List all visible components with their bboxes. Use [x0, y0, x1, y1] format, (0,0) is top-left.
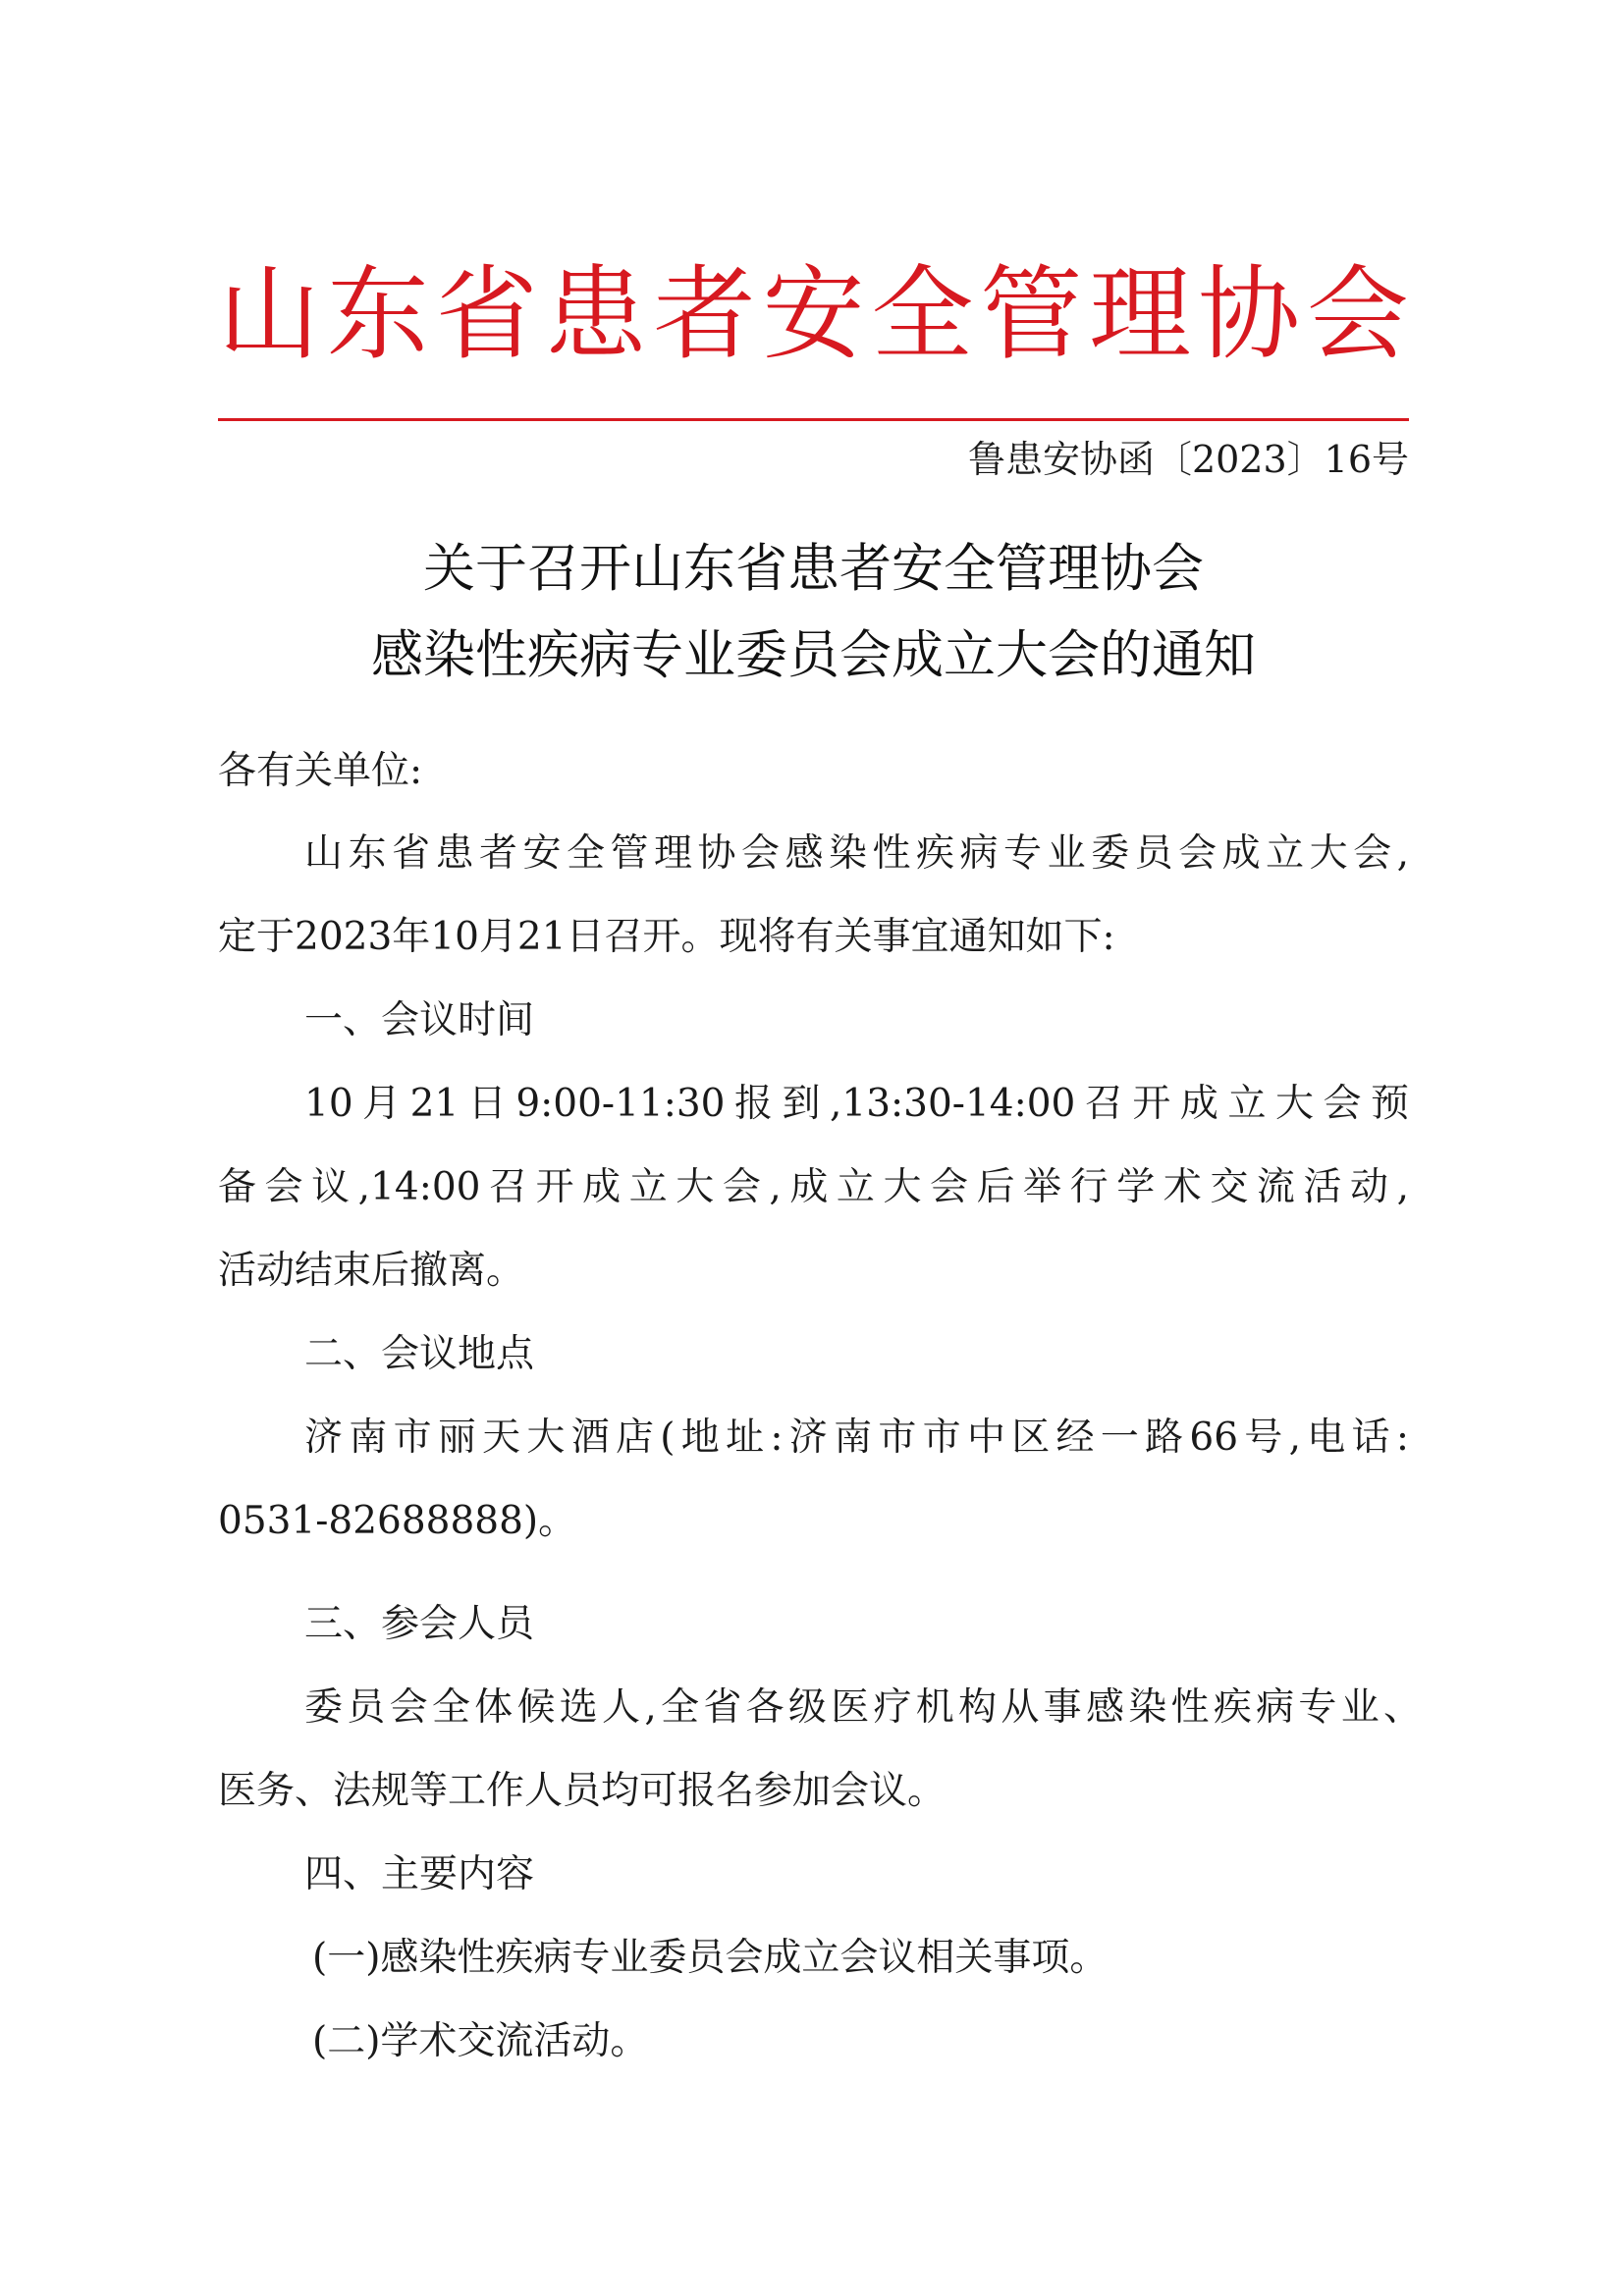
letterhead-char: 者: [653, 254, 756, 374]
letterhead-char: 会: [1306, 254, 1409, 374]
letterhead-char: 安: [762, 254, 865, 374]
content-item: (一)感染性疾病专业委员会成立会议相关事项。: [312, 1936, 1109, 1980]
letterhead-char: 协: [1198, 254, 1301, 374]
notice-title-line-1: 关于召开山东省患者安全管理协会: [423, 539, 1204, 599]
notice-title-line-2: 感染性疾病专业委员会成立大会的通知: [371, 625, 1256, 685]
letterhead-char: 山: [218, 254, 321, 374]
section-time-line: 备会议,14:00召开成立大会,成立大会后举行学术交流活动,: [218, 1165, 1409, 1209]
intro-paragraph-line: 山东省患者安全管理协会感染性疾病专业委员会成立大会,: [304, 831, 1409, 876]
section-location-line: 济南市丽天大酒店(地址:济南市市中区经一路66号,电话:: [304, 1415, 1409, 1460]
letterhead-char: 东: [326, 254, 429, 374]
organization-letterhead: [218, 250, 1409, 378]
section-location-line: 0531-82688888)。: [218, 1499, 577, 1543]
section-heading-time: 一、会议时间: [304, 998, 535, 1042]
section-time-line: 活动结束后撤离。: [218, 1249, 525, 1293]
section-heading-location: 二、会议地点: [304, 1332, 535, 1376]
letterhead-char: 理: [1089, 254, 1192, 374]
intro-paragraph-line: 定于2023年10月21日召开。现将有关事宜通知如下:: [218, 915, 1115, 959]
section-time-line: 10月21日9:00-11:30报到,13:30-14:00召开成立大会预: [304, 1082, 1409, 1126]
letterhead-char: 全: [871, 254, 974, 374]
letterhead-char: 省: [435, 254, 538, 374]
document-number: 鲁患安协函〔2023〕16号: [967, 438, 1409, 481]
letterhead-char: 管: [980, 254, 1083, 374]
section-attendees-line: 委员会全体候选人,全省各级医疗机构从事感染性疾病专业、: [304, 1685, 1422, 1730]
section-heading-attendees: 三、参会人员: [304, 1602, 535, 1646]
letterhead-divider: [218, 418, 1409, 421]
letterhead-char: 患: [544, 254, 647, 374]
section-attendees-line: 医务、法规等工作人员均可报名参加会议。: [218, 1769, 947, 1813]
content-item: (二)学术交流活动。: [312, 2019, 649, 2063]
salutation: 各有关单位:: [218, 749, 423, 793]
section-heading-content: 四、主要内容: [304, 1852, 535, 1896]
